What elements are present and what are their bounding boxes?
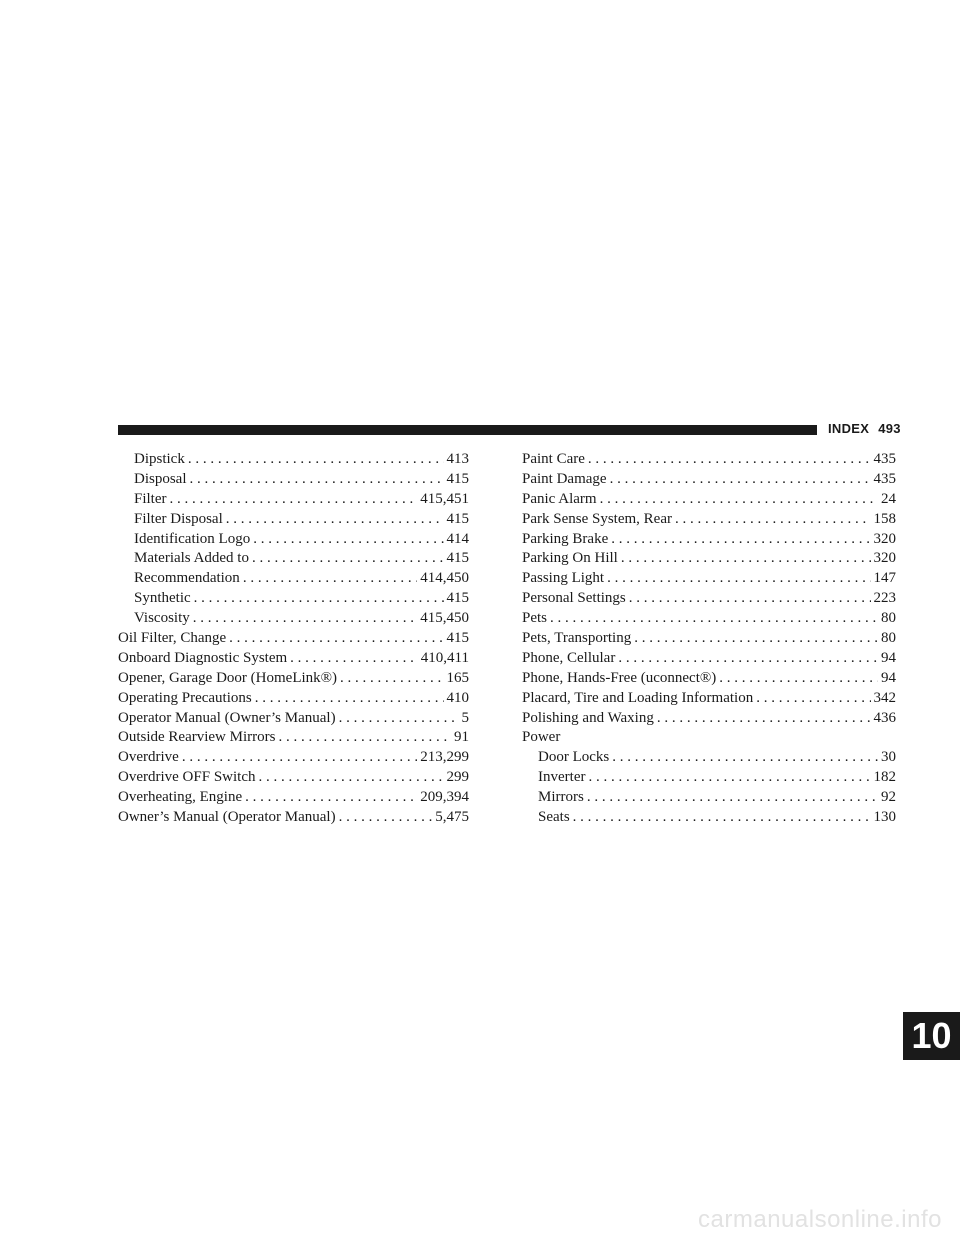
entry-page: 24 — [881, 490, 896, 507]
entry-label: Pets — [522, 610, 548, 627]
entry-page: 342 — [873, 689, 896, 706]
index-entry — [118, 450, 469, 470]
index-entry — [522, 788, 896, 808]
dot-leader — [621, 549, 871, 569]
section-tab: 10 — [903, 1012, 960, 1060]
entry-page: 410 — [446, 689, 469, 706]
entry-label: Paint Damage — [522, 470, 607, 487]
entry-label: Personal Settings — [522, 590, 626, 607]
dot-leader — [550, 609, 878, 629]
entry-label: Passing Light — [522, 570, 605, 587]
index-entry — [522, 689, 896, 709]
entry-page: 94 — [881, 669, 896, 686]
index-entry — [522, 530, 896, 550]
index-entry — [118, 470, 469, 490]
index-entry — [118, 669, 469, 689]
index-entry — [118, 748, 469, 768]
dot-leader — [339, 709, 459, 729]
entry-page: 415,450 — [420, 610, 469, 627]
page-number: 493 — [878, 421, 901, 436]
dot-leader — [226, 510, 444, 530]
entry-page: 320 — [873, 550, 896, 567]
dot-leader — [600, 490, 878, 510]
header-rule — [118, 425, 817, 435]
entry-page: 5 — [461, 709, 469, 726]
index-entry — [118, 510, 469, 530]
entry-label: Oil Filter, Change — [118, 630, 227, 647]
entry-page: 165 — [446, 669, 469, 686]
entry-page: 410,411 — [420, 649, 469, 666]
entry-page: 158 — [873, 510, 896, 527]
entry-page: 435 — [873, 470, 896, 487]
entry-label: Polishing and Waxing — [522, 709, 654, 726]
entry-label: Dipstick — [134, 451, 185, 467]
entry-page: 413 — [446, 451, 469, 467]
entry-label: Viscosity — [134, 610, 190, 627]
index-entry — [522, 609, 896, 629]
entry-label: Materials Added to — [134, 550, 249, 567]
index-entry — [118, 629, 469, 649]
index-entry — [118, 549, 469, 569]
index-entry — [118, 709, 469, 729]
entry-page: 130 — [873, 809, 896, 826]
entry-label: Phone, Hands-Free (uconnect®) — [522, 669, 717, 686]
index-entry — [118, 609, 469, 629]
entry-label: Door Locks — [538, 749, 610, 766]
dot-leader — [629, 589, 871, 609]
entry-page: 94 — [881, 649, 896, 666]
dot-leader — [252, 549, 444, 569]
entry-page: 414 — [446, 530, 469, 547]
entry-label: Outside Rearview Mirrors — [118, 729, 276, 746]
entry-page: 299 — [446, 769, 469, 786]
entry-page: 182 — [873, 769, 896, 786]
entry-page: 213,299 — [420, 749, 469, 766]
index-entry — [118, 589, 469, 609]
index-entry — [522, 808, 896, 828]
entry-page: 80 — [881, 610, 896, 627]
dot-leader — [170, 490, 418, 510]
dot-leader — [634, 629, 878, 649]
entry-label: Overdrive OFF Switch — [118, 769, 256, 786]
entry-page: 320 — [873, 530, 896, 547]
index-entry — [522, 569, 896, 589]
entry-label: Panic Alarm — [522, 490, 597, 507]
dot-leader — [339, 808, 433, 828]
entry-label: Placard, Tire and Loading Information — [522, 689, 754, 706]
index-column-right — [522, 450, 896, 828]
index-entry — [522, 748, 896, 768]
index-entry — [118, 788, 469, 808]
dot-leader — [756, 689, 870, 709]
dot-leader — [657, 709, 871, 729]
index-entry — [522, 510, 896, 530]
dot-leader — [182, 748, 417, 768]
index-entry — [522, 549, 896, 569]
dot-leader — [610, 470, 871, 490]
entry-label: Phone, Cellular — [522, 649, 616, 666]
entry-label: Mirrors — [538, 789, 584, 806]
entry-page: 223 — [873, 590, 896, 607]
dot-leader — [255, 689, 444, 709]
entry-page: 92 — [881, 789, 896, 806]
index-column-left — [118, 450, 469, 828]
entry-page: 415 — [446, 630, 469, 647]
entry-label: Identification Logo — [134, 530, 251, 547]
dot-leader — [607, 569, 870, 589]
index-entry — [522, 768, 896, 788]
index-entry — [118, 530, 469, 550]
entry-label: Overdrive — [118, 749, 179, 766]
entry-page: 415 — [446, 470, 469, 487]
entry-label: Filter — [134, 490, 167, 507]
dot-leader — [245, 788, 417, 808]
entry-label: Operator Manual (Owner’s Manual) — [118, 709, 336, 726]
index-entry — [118, 490, 469, 510]
index-entry — [522, 649, 896, 669]
dot-leader — [719, 669, 878, 689]
dot-leader — [675, 510, 871, 530]
entry-label: Recommendation — [134, 570, 240, 587]
entry-page: 435 — [873, 451, 896, 467]
index-entry — [522, 470, 896, 490]
dot-leader — [573, 808, 871, 828]
dot-leader — [290, 649, 418, 669]
dot-leader — [243, 569, 417, 589]
entry-label: Opener, Garage Door (HomeLink®) — [118, 669, 338, 686]
header-title: INDEX — [828, 421, 870, 436]
dot-leader — [278, 728, 451, 748]
dot-leader — [611, 530, 870, 550]
index-entry — [118, 689, 469, 709]
index-entry — [522, 490, 896, 510]
dot-leader — [340, 669, 443, 689]
entry-page: 30 — [881, 749, 896, 766]
dot-leader — [188, 450, 444, 470]
entry-page: 209,394 — [420, 789, 469, 806]
entry-label: Owner’s Manual (Operator Manual) — [118, 809, 336, 826]
entry-page: 415 — [446, 590, 469, 607]
entry-label: Disposal — [134, 470, 187, 487]
dot-leader — [618, 649, 878, 669]
entry-label: Pets, Transporting — [522, 630, 632, 647]
entry-label: Paint Care — [522, 451, 585, 467]
index-entry — [522, 629, 896, 649]
entry-label: Synthetic — [134, 590, 191, 607]
dot-leader — [588, 768, 870, 788]
entry-label: Seats — [538, 809, 570, 826]
index-entry — [522, 589, 896, 609]
running-header — [828, 421, 901, 436]
index-entry — [118, 649, 469, 669]
entry-label: Overheating, Engine — [118, 789, 243, 806]
dot-leader — [194, 589, 444, 609]
entry-label: Park Sense System, Rear — [522, 510, 672, 527]
entry-label: Filter Disposal — [134, 510, 223, 527]
entry-label: Parking Brake — [522, 530, 609, 547]
entry-label: Power — [522, 729, 561, 746]
index-entry — [522, 669, 896, 689]
entry-page: 415 — [446, 550, 469, 567]
entry-page: 436 — [873, 709, 896, 726]
watermark: carmanualsonline.info — [698, 1206, 942, 1233]
entry-page: 80 — [881, 630, 896, 647]
index-entry — [522, 728, 896, 748]
dot-leader — [229, 629, 443, 649]
entry-page: 415,451 — [420, 490, 469, 507]
index-entry — [118, 569, 469, 589]
entry-label: Operating Precautions — [118, 689, 252, 706]
entry-label: Onboard Diagnostic System — [118, 649, 288, 666]
dot-leader — [193, 609, 417, 629]
index-entry — [118, 768, 469, 788]
index-entry — [522, 709, 896, 729]
index-entry — [522, 450, 896, 470]
dot-leader — [259, 768, 444, 788]
entry-page: 5,475 — [435, 809, 469, 826]
dot-leader — [253, 530, 443, 550]
entry-label: Inverter — [538, 769, 586, 786]
dot-leader — [190, 470, 444, 490]
entry-page: 147 — [873, 570, 896, 587]
entry-page: 414,450 — [420, 570, 469, 587]
dot-leader — [588, 450, 871, 470]
dot-leader — [587, 788, 878, 808]
index-entry — [118, 808, 469, 828]
dot-leader — [612, 748, 878, 768]
index-entry — [118, 728, 469, 748]
entry-page: 415 — [446, 510, 469, 527]
entry-label: Parking On Hill — [522, 550, 618, 567]
entry-page: 91 — [454, 729, 469, 746]
